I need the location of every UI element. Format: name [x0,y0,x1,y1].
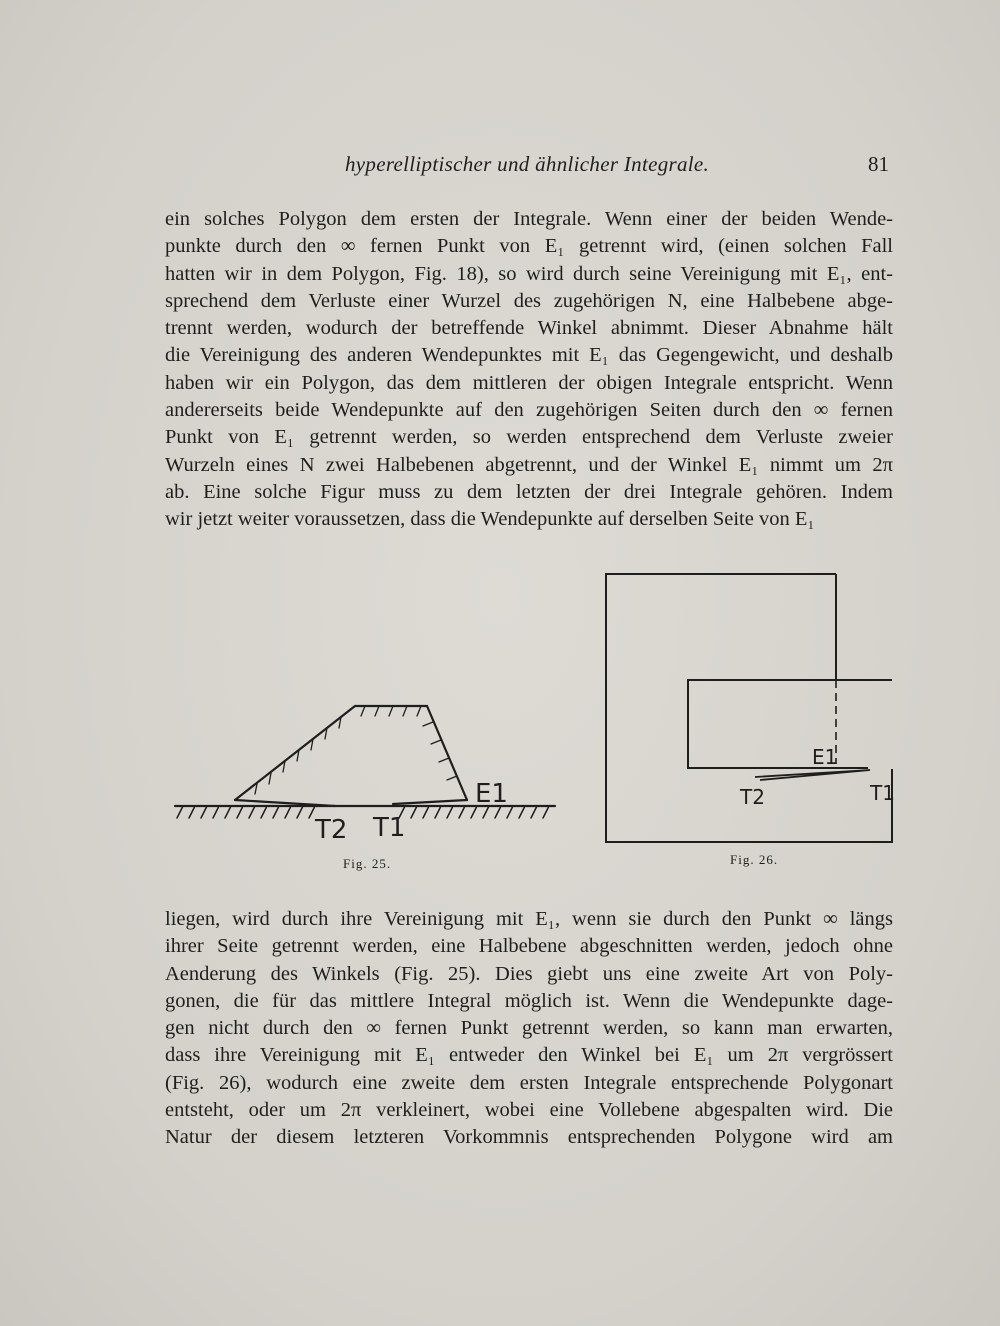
figure-26-diagram [600,568,900,848]
figure-26-caption: Fig. 26. [730,852,779,867]
text-line: Wurzeln eines N zwei Halbebenen abgetrennt, und der Winkel E₁ nimmt um 2π [165,453,893,476]
label-e1: E1 [475,779,508,809]
label-e1: E1 [812,745,838,769]
inner-rectangle [688,680,892,768]
text-line: gonen, die für das mittlere Integral möglich ist. Wenn die Wendepunkte dage- [165,989,893,1012]
polygon-outline [235,706,467,800]
polygon-hatching [255,706,457,794]
text-line: Punkt von E₁ getrennt werden, so werden entsprechend dem Verluste zweier [165,426,893,449]
text-line: (Fig. 26), wodurch eine zweite dem ersten Integrale entsprechende Polygonart [165,1071,893,1094]
text-line: entsteht, oder um 2π verkleinert, wobei eine Vollebene abgespalten wird. Die [165,1099,893,1122]
figure-25-caption: Fig. 25. [343,856,392,871]
text-line: wir jetzt weiter voraussetzen, dass die Wendepunkte auf derselben Seite von E₁ [165,508,815,531]
label-t1: T1 [870,781,895,805]
running-title: hyperelliptischer und ähnlicher Integrale. [345,152,710,176]
text-line: liegen, wird durch ihre Vereinigung mit E₁, wenn sie durch den Punkt ∞ längs [165,908,893,930]
text-line: Aenderung des Winkels (Fig. 25). Dies giebt uns eine zweite Art von Poly- [165,962,893,985]
text-line: ihrer Seite getrennt werden, eine Halbebene abgeschnitten werden, jedoch ohne [165,935,893,958]
label-t2: T2 [740,785,765,809]
page-number: 81 [868,152,889,176]
figure-25-diagram [165,690,565,850]
text-line: trennt werden, wodurch der betreffende Winkel abnimmt. Dieser Abnahme hält [165,317,893,340]
text-line: gen nicht durch den ∞ fernen Punkt getrennt werden, so kann man erwarten, [165,1017,893,1040]
text-line: ab. Eine solche Figur muss zu dem letzten der drei Integrale gehören. Indem [165,480,893,503]
text-line: punkte durch den ∞ fernen Punkt von E₁ getrennt wird, (einen solchen Fall [165,235,893,258]
text-line: hatten wir in dem Polygon, Fig. 18), so wird durch seine Vereinigung mit E₁, ent- [165,262,893,285]
spike-t1 [393,800,467,804]
label-t1: T1 [373,813,406,843]
label-t2: T2 [315,815,348,845]
spike [755,770,870,780]
text-line: Natur der diesem letzteren Vorkommnis entsprechenden Polygone wird am [165,1126,893,1149]
text-line: ein solches Polygon dem ersten der Integrale. Wenn einer der beiden Wende- [165,208,893,230]
text-line: sprechend dem Verluste einer Wurzel des zugehörigen N, eine Halbebene abge- [165,289,893,312]
text-line: die Vereinigung des anderen Wendepunktes mit E₁ das Gegengewicht, und deshalb [165,344,893,367]
text-line: haben wir ein Polygon, das dem mittleren der obigen Integrale entspricht. Wenn [165,371,893,394]
paragraph-bottom [165,906,893,1152]
paragraph-top [165,206,893,534]
text-line: andererseits beide Wendepunkte auf den zugehörigen Seiten durch den ∞ fernen [165,399,893,422]
text-line: dass ihre Vereinigung mit E₁ entweder den Winkel bei E₁ um 2π vergrössert [165,1044,893,1067]
